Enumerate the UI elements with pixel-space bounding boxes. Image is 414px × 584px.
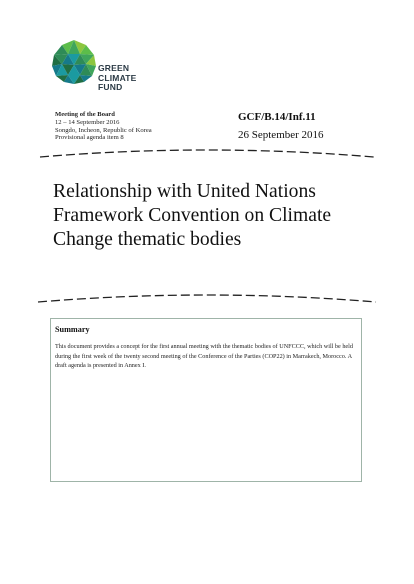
globe-logo-icon	[50, 38, 98, 86]
decorative-wave-divider-top	[0, 145, 414, 165]
meeting-title: Meeting of the Board	[55, 111, 115, 118]
gcf-logo	[50, 38, 200, 98]
document-date: 26 September 2016	[238, 129, 324, 141]
meeting-agenda-item: Provisional agenda item 8	[55, 134, 124, 142]
document-title: Relationship with United Nations Framework Convention on Climate Change thematic bodies	[53, 181, 332, 250]
decorative-wave-divider-bottom	[0, 290, 414, 310]
logo-wordmark	[98, 64, 137, 93]
logo-line-climate: CLIMATE	[98, 72, 137, 83]
logo-line-fund: FUND	[98, 82, 123, 93]
meeting-info	[55, 111, 152, 142]
summary-box	[50, 318, 362, 482]
document-reference: GCF/B.14/Inf.11	[238, 111, 316, 123]
logo-line-green: GREEN	[98, 63, 130, 73]
summary-heading: Summary	[55, 325, 90, 334]
summary-text: This document provides a concept for the first annual meeting with the thematic bodies of UNFCCC, which will be held during the first week of the twenty second meeting of the Conference of the Parties (COP22) in Marrakech, Morocco. A draft agenda is presented in Annex I.	[55, 343, 353, 370]
meeting-dates: 12 – 14 September 2016	[55, 118, 120, 126]
meeting-location: Songdo, Incheon, Republic of Korea	[55, 126, 152, 134]
